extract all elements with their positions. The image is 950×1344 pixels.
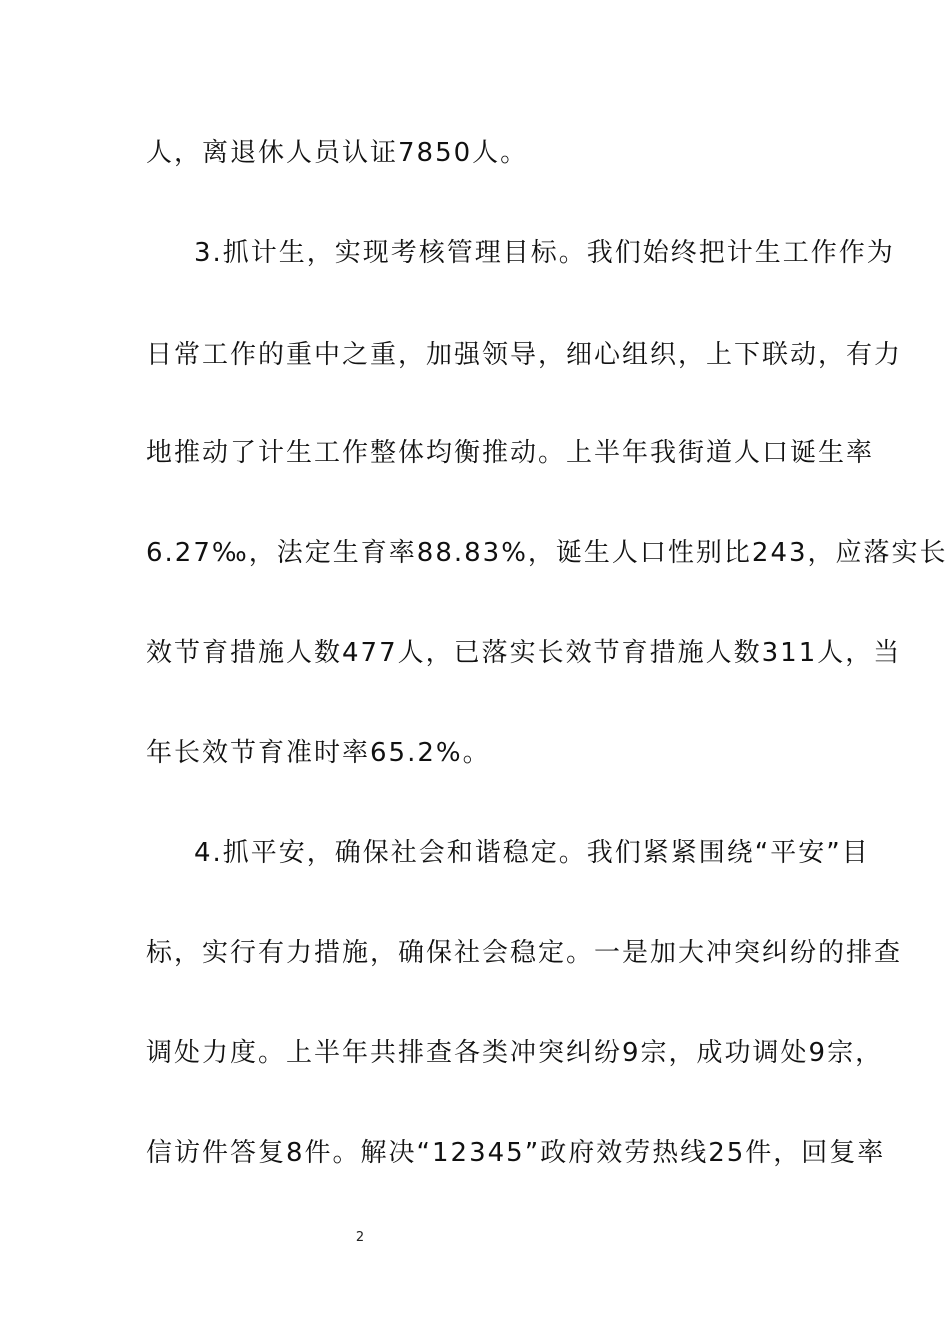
- text-line: 信访件答复8件。解决“12345”政府效劳热线25件，回复率: [146, 1138, 886, 1168]
- text-line: 标，实行有力措施，确保社会稳定。一是加大冲突纠纷的排查: [146, 938, 903, 968]
- text-line: 人，离退休人员认证7850人。: [146, 138, 529, 168]
- text-line: 3.抓计生，实现考核管理目标。我们始终把计生工作作为: [194, 238, 895, 268]
- page-number: 2: [355, 1230, 365, 1245]
- text-line: 日常工作的重中之重，加强领导，细心组织，上下联动，有力: [146, 340, 903, 370]
- text-line: 地推动了计生工作整体均衡推动。上半年我街道人口诞生率: [146, 438, 875, 468]
- text-line: 6.27‰，法定生育率88.83%，诞生人口性别比243，应落实长: [146, 538, 948, 568]
- text-line: 年长效节育准时率65.2%。: [146, 738, 491, 768]
- text-line: 调处力度。上半年共排查各类冲突纠纷9宗，成功调处9宗，: [146, 1038, 884, 1068]
- text-line: 效节育措施人数477人，已落实长效节育措施人数311人，当: [146, 638, 902, 668]
- text-line: 4.抓平安，确保社会和谐稳定。我们紧紧围绕“平安”目: [194, 838, 870, 868]
